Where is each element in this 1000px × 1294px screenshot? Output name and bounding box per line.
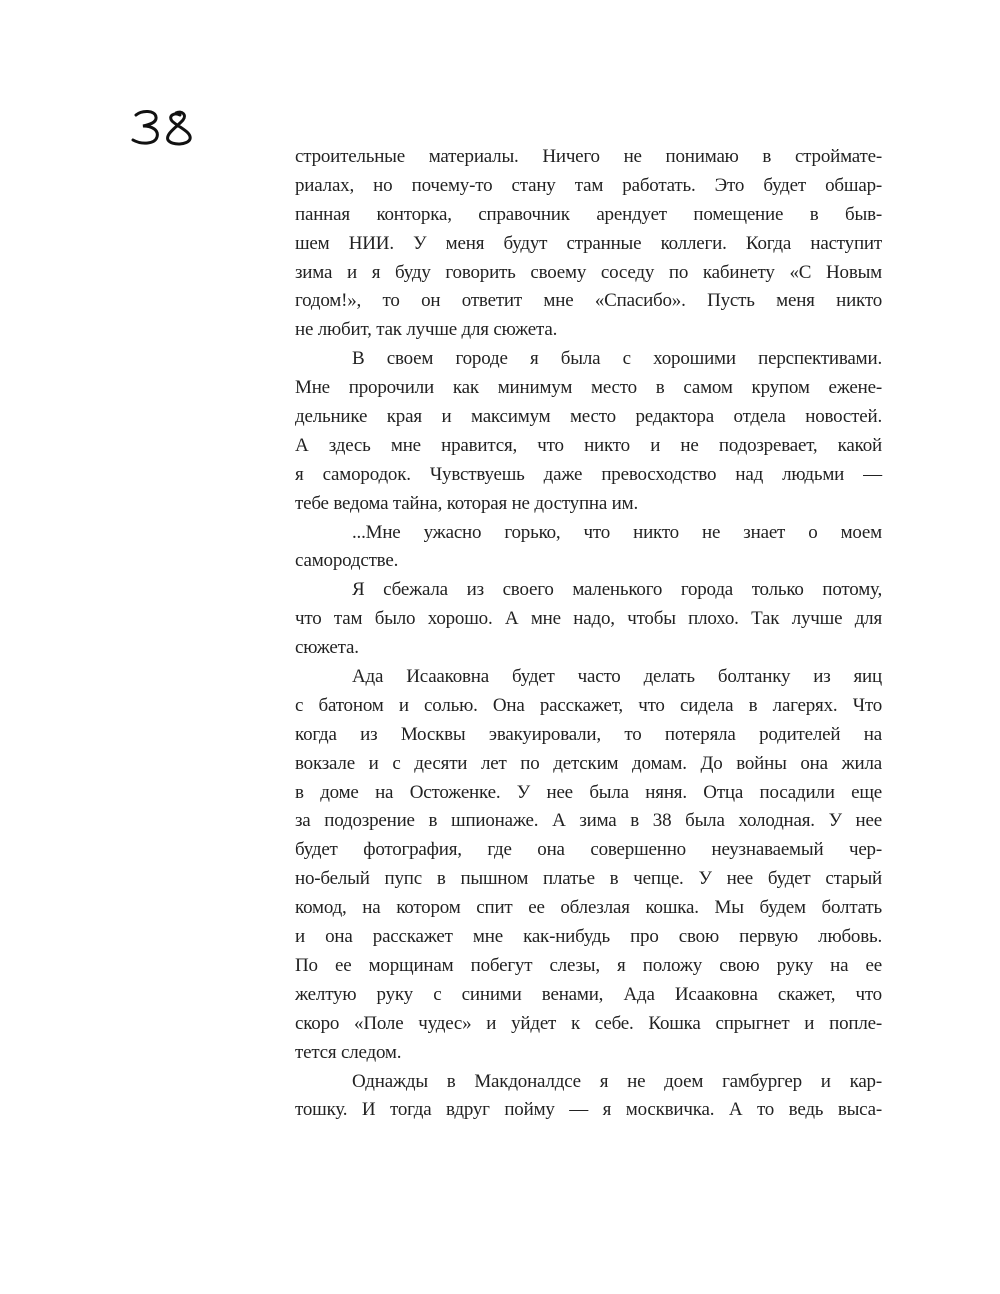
text-line: А здесь мне нравится, что никто и не подозревает, какой: [295, 434, 882, 456]
text-line: дельнике края и максимум место редактора отдела новостей.: [295, 406, 882, 428]
text-line: скоро «Поле чудес» и уйдет к себе. Кошка спрыгнет и попле-: [295, 1012, 882, 1034]
text-line: тошку. И тогда вдруг пойму — я москвичка. А то ведь выса-: [295, 1099, 882, 1121]
text-line: строительные материалы. Ничего не понимаю в строймате-: [295, 146, 882, 167]
text-line: сюжета.: [295, 637, 359, 659]
text-line: зима и я буду говорить своему соседу по кабинету «С Новым: [295, 261, 882, 283]
text-line: По ее морщинам побегут слезы, я положу свою руку на ее: [295, 954, 882, 976]
text-line: панная конторка, справочник арендует помещение в быв-: [295, 203, 882, 225]
text-line: Мне пророчили как минимум место в самом крупом ежене-: [295, 377, 882, 399]
page-number: [128, 106, 200, 148]
text-line: тебе ведома тайна, которая не доступна им.: [295, 492, 639, 514]
text-line: не любит, так лучше для сюжета.: [295, 319, 558, 341]
text-line: желтую руку с синими венами, Ада Исааковна скажет, что: [295, 983, 882, 1005]
text-line: риалах, но почему-то стану там работать. Это будет обшар-: [295, 174, 882, 196]
text-line: вокзале и с десяти лет по детским домам. До войны она жила: [295, 752, 882, 774]
text-line: тется следом.: [295, 1041, 402, 1063]
text-line: шем НИИ. У меня будут странные коллеги. Когда наступит: [295, 232, 882, 254]
text-line: когда из Москвы эвакуировали, то потеряла родителей на: [295, 723, 882, 745]
text-line: и она расскажет мне как-нибудь про свою первую любовь.: [295, 926, 882, 948]
text-line: комод, на котором спит ее облезлая кошка. Мы будем болтать: [295, 897, 882, 919]
text-line: годом!», то он ответит мне «Спасибо». Пусть меня никто: [295, 290, 882, 312]
text-line: Однажды в Макдоналдсе я не доем гамбургер и кар-: [352, 1070, 882, 1092]
text-line: будет фотография, где она совершенно неузнаваемый чер-: [295, 839, 882, 861]
text-line: Ада Исааковна будет часто делать болтанку из яиц: [352, 666, 882, 688]
text-line: ...Мне ужасно горько, что никто не знает о моем: [352, 521, 882, 543]
text-line: я самородок. Чувствуешь даже превосходство над людьми —: [295, 463, 882, 485]
text-line: что там было хорошо. А мне надо, чтобы плохо. Так лучше для: [295, 608, 882, 630]
text-line: за подозрение в шпионаже. А зима в 38 была холодная. У нее: [295, 810, 882, 832]
body-text: [295, 143, 882, 1125]
text-line: в доме на Остоженке. У нее была няня. Отца посадили еще: [295, 781, 882, 803]
text-line: В своем городе я была с хорошими перспективами.: [352, 348, 882, 370]
text-line: с батоном и солью. Она расскажет, что сидела в лагерях. Что: [295, 694, 882, 716]
text-line: но-белый пупс в пышном платье в чепце. У нее будет старый: [295, 868, 882, 890]
text-line: самородстве.: [295, 550, 399, 572]
text-line: Я сбежала из своего маленького города только потому,: [352, 579, 882, 601]
